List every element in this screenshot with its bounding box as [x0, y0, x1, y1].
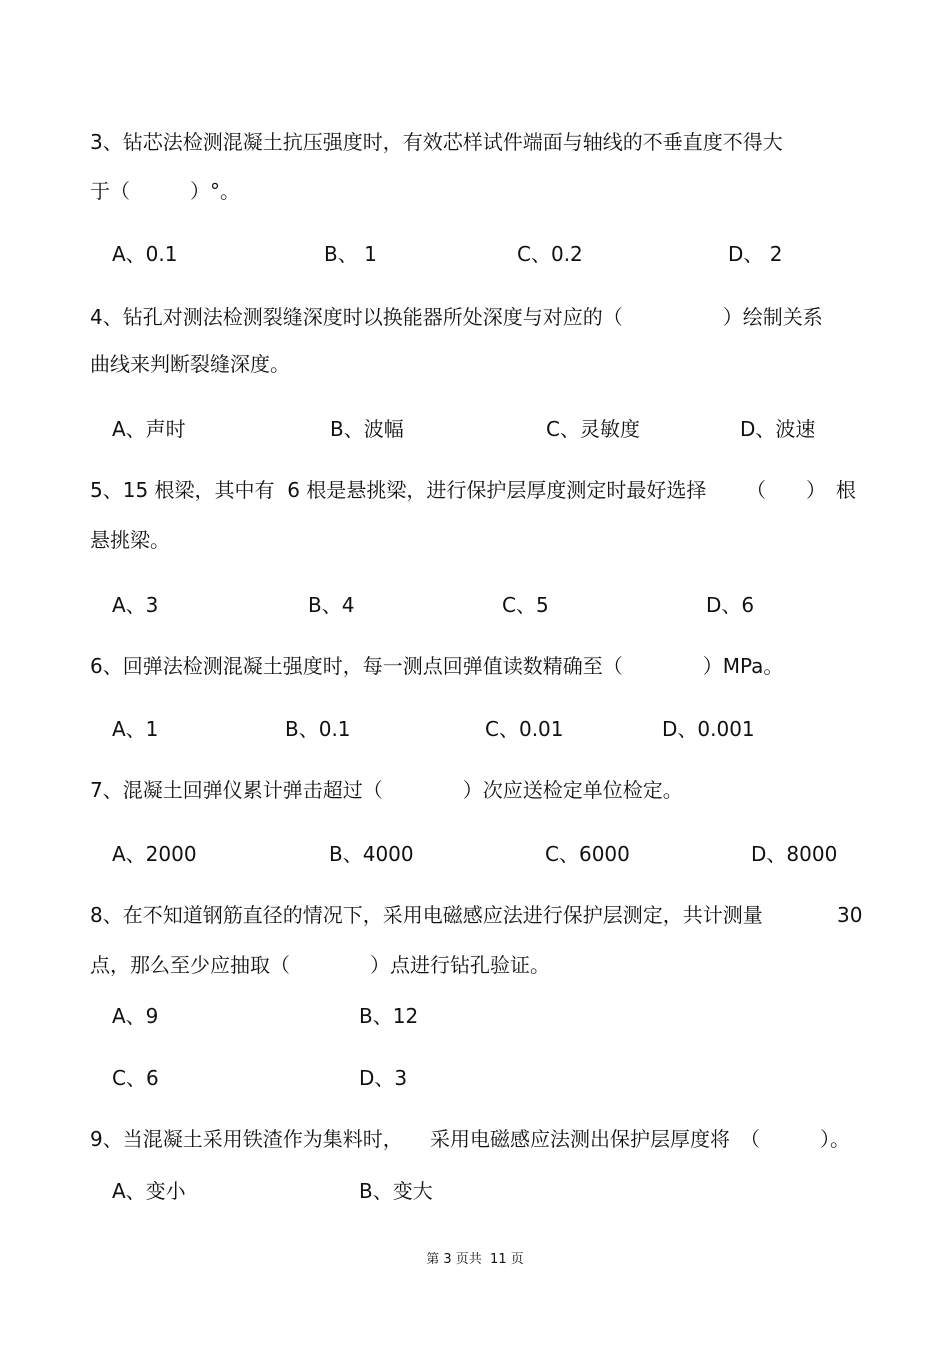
question-6-option-a: A、1: [112, 717, 159, 741]
question-9-line-1a: 9、当混凝土采用铁渣作为集料时，: [90, 1127, 403, 1151]
question-3-line-1: 3、钻芯法检测混凝土抗压强度时，有效芯样试件端面与轴线的不垂直度不得大: [90, 130, 783, 154]
question-6-option-d: D、0.001: [662, 717, 755, 741]
question-5-option-d: D、6: [706, 593, 755, 617]
question-4-line-1: 4、钻孔对测法检测裂缝深度时以换能器所处深度与对应的（ ）绘制关系: [90, 305, 823, 329]
question-3-option-c: C、0.2: [517, 242, 583, 266]
question-9-option-b: B、变大: [359, 1179, 433, 1203]
question-8-option-d: D、3: [359, 1066, 408, 1090]
question-8-option-b: B、12: [359, 1004, 419, 1028]
question-8-option-a: A、9: [112, 1004, 159, 1028]
question-5-option-a: A、3: [112, 593, 159, 617]
question-6-option-b: B、0.1: [285, 717, 351, 741]
question-7-option-c: C、6000: [545, 842, 630, 866]
question-5-line-2: 悬挑梁。: [90, 528, 170, 552]
question-8-line-2: 点，那么至少应抽取（ ）点进行钻孔验证。: [90, 953, 550, 977]
question-7-option-b: B、4000: [329, 842, 414, 866]
question-7-option-d: D、8000: [751, 842, 838, 866]
question-3-option-b: B、 1: [324, 242, 377, 266]
question-6-line-1: 6、回弹法检测混凝土强度时，每一测点回弹值读数精确至（ ）MPa。: [90, 654, 784, 678]
question-5-line-1: 5、15 根梁，其中有 6 根是悬挑梁，进行保护层厚度测定时最好选择: [90, 478, 707, 502]
question-4-option-d: D、波速: [740, 417, 816, 441]
question-8-option-c: C、6: [112, 1066, 159, 1090]
question-4-option-c: C、灵敏度: [546, 417, 640, 441]
question-3-option-d: D、 2: [728, 242, 783, 266]
question-4-line-2: 曲线来判断裂缝深度。: [90, 352, 290, 376]
question-7-option-a: A、2000: [112, 842, 197, 866]
question-4-option-b: B、波幅: [330, 417, 404, 441]
question-9-option-a: A、变小: [112, 1179, 186, 1203]
question-5-blank-tail: （ ） 根: [746, 478, 856, 502]
question-8-line-1: 8、在不知道钢筋直径的情况下，采用电磁感应法进行保护层测定，共计测量: [90, 903, 763, 927]
question-3-option-a: A、0.1: [112, 242, 178, 266]
question-5-option-b: B、4: [308, 593, 355, 617]
page-footer: 第 3 页共 11 页: [426, 1252, 524, 1267]
question-7-line-1: 7、混凝土回弹仪累计弹击超过（ ）次应送检定单位检定。: [90, 778, 683, 802]
question-8-blank-tail: 30: [837, 903, 863, 927]
question-4-option-a: A、声时: [112, 417, 186, 441]
question-9-line-1b: 采用电磁感应法测出保护层厚度将 （ ）。: [430, 1127, 850, 1151]
question-5-option-c: C、5: [502, 593, 549, 617]
question-6-option-c: C、0.01: [485, 717, 564, 741]
question-3-line-2: 于（ ）°。: [90, 179, 240, 203]
